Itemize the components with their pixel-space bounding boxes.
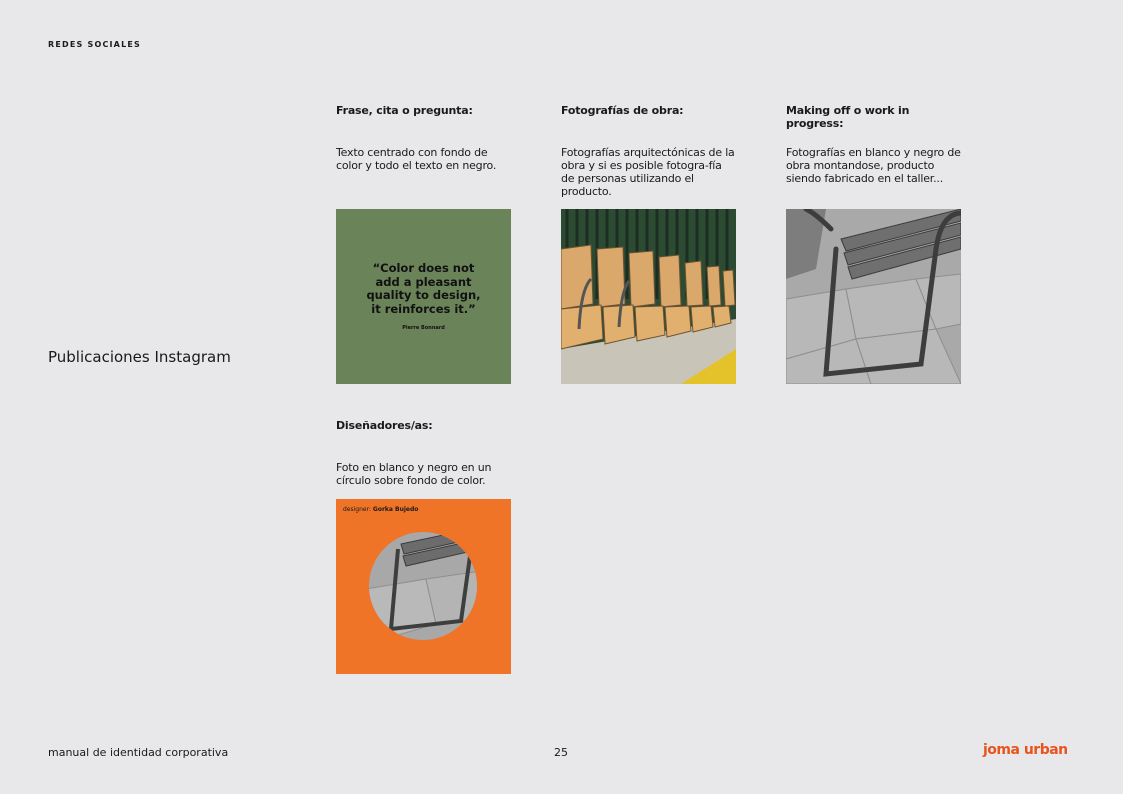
card-quote — [336, 104, 511, 172]
designer-circle-photo — [336, 499, 511, 674]
card-work-in-progress — [786, 104, 961, 185]
designer-caption-prefix: designer: — [343, 506, 373, 513]
designer-post-thumbnail — [336, 499, 511, 674]
card-title: Frase, cita o pregunta: — [336, 104, 473, 117]
card-description: Texto centrado con fondo de color y todo el texto en negro. — [336, 146, 497, 172]
card-title: Making off o work in progress: — [786, 104, 910, 130]
card-designers — [336, 419, 511, 487]
card-description: Fotografías arquitectónicas de la obra y si es posible fotogra-fía de personas utilizando el producto. — [561, 146, 735, 198]
designer-name: Gorka Bujedo — [372, 506, 419, 513]
card-description: Foto en blanco y negro en un círculo sobre fondo de color. — [336, 461, 492, 487]
page-heading: Publicaciones Instagram — [48, 348, 231, 366]
card-site-photos — [561, 104, 736, 198]
section-label: REDES SOCIALES — [48, 40, 142, 49]
card-title: Diseñadores/as: — [336, 419, 433, 432]
quote-post-thumbnail — [336, 209, 511, 384]
bench-bw-photo — [786, 209, 961, 384]
footer-document-title: manual de identidad corporativa — [48, 746, 229, 759]
bench-row-photo — [561, 209, 736, 384]
work-in-progress-thumbnail — [786, 209, 961, 384]
quote-author: Pierre Bonnard — [402, 325, 445, 331]
quote-text: “Color does not add a pleasant quality to design, it reinforces it.” — [366, 261, 481, 316]
brand-logo: joma urban — [983, 742, 1068, 758]
card-title: Fotografías de obra: — [561, 104, 684, 117]
site-photo-thumbnail — [561, 209, 736, 384]
card-description: Fotografías en blanco y negro de obra montandose, producto siendo fabricado en el taller... — [786, 146, 961, 185]
page-number: 25 — [554, 746, 568, 759]
